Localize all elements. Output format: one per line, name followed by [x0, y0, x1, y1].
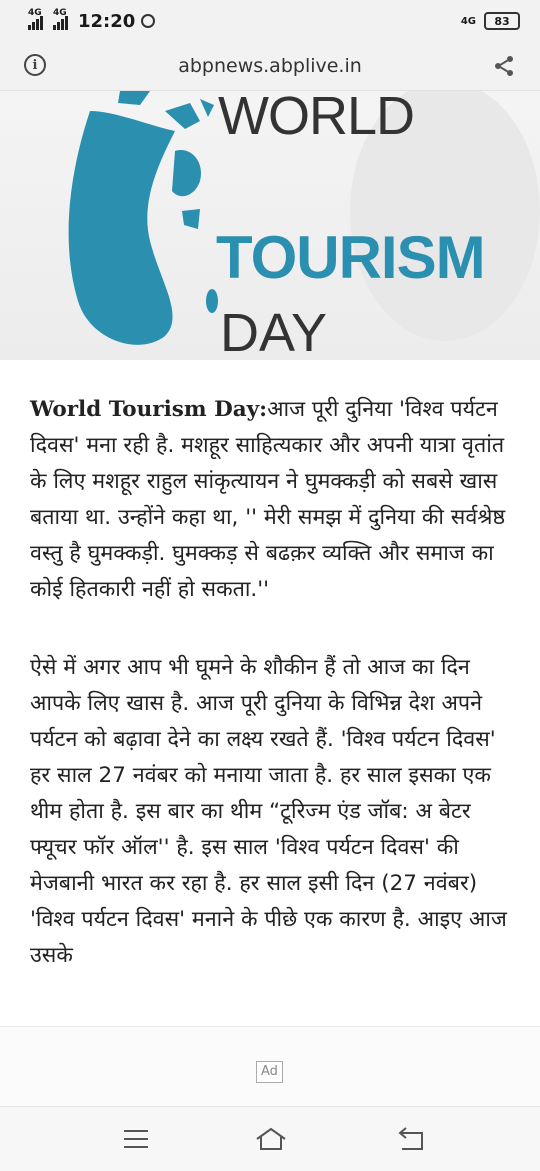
- network-label: 4G: [460, 15, 476, 27]
- ad-banner[interactable]: [0, 1026, 540, 1107]
- battery-icon: 83: [484, 12, 520, 30]
- url-text[interactable]: abpnews.abplive.in: [178, 55, 362, 77]
- menu-icon[interactable]: [121, 1125, 151, 1153]
- status-left: [28, 8, 155, 32]
- hero-title-world: WORLD: [218, 91, 414, 146]
- status-bar: [0, 0, 540, 42]
- hero-image: [0, 91, 540, 360]
- article-body: [30, 392, 520, 974]
- article-paragraph-1-text: आज पूरी दुनिया 'विश्व पर्यटन दिवस' मना रही है. मशहूर साहित्यकार और अपनी यात्रा वृतांत के लिए मशहूर राहुल सांकृत्यायन ने घुमक्कड़ी को सबसे खास बताया था. उन्होंने कहा था, '' मेरी समझ में दुनिया की सर्वश्रेष्ठ वस्तु है घुमक्कड़ी. घुमक्कड़ से बढक़र व्यक्ति और समाज का कोई हितकारी नहीं हो सकता.'': [30, 397, 506, 602]
- share-icon[interactable]: [492, 54, 516, 78]
- hero-title-day: DAY: [220, 303, 328, 360]
- chrome-icon: [141, 14, 155, 28]
- article-paragraph-2: ऐसे में अगर आप भी घूमने के शौकीन हैं तो आज का दिन आपके लिए खास है. आज पूरी दुनिया के विभिन्न देश अपने पर्यटन को बढ़ावा देने का लक्ष्य रखते हैं. 'विश्व पर्यटन दिवस' हर साल 27 नवंबर को मनाया जाता है. हर साल इसका एक थीम होता है. इस बार का थीम “टूरिज्म एंड जॉब: अ बेटर फ्यूचर फॉर ऑल'' है. इस साल 'विश्व पर्यटन दिवस' की मेजबानी भारत कर रहा है. हर साल इसी दिन (27 नवंबर) 'विश्व पर्यटन दिवस' मनाने के पीछे एक कारण है. आइए आज उसके: [30, 655, 507, 968]
- home-icon[interactable]: [254, 1125, 288, 1153]
- article-lead: World Tourism Day:: [30, 397, 268, 422]
- sim1-label: 4G: [28, 8, 42, 18]
- signal-icon: [53, 8, 68, 30]
- status-right: [461, 12, 520, 30]
- ad-badge: Ad: [256, 1061, 283, 1083]
- info-icon[interactable]: i: [24, 54, 46, 76]
- sim2-label: 4G: [53, 8, 67, 18]
- system-nav-bar: [0, 1106, 540, 1171]
- article-paragraph-1: [30, 392, 520, 608]
- status-time: 12:20: [78, 10, 136, 32]
- url-bar[interactable]: [0, 42, 540, 91]
- signal-icon: [28, 8, 43, 30]
- back-icon[interactable]: [396, 1125, 426, 1153]
- hero-title-tourism: TOURISM: [216, 224, 485, 291]
